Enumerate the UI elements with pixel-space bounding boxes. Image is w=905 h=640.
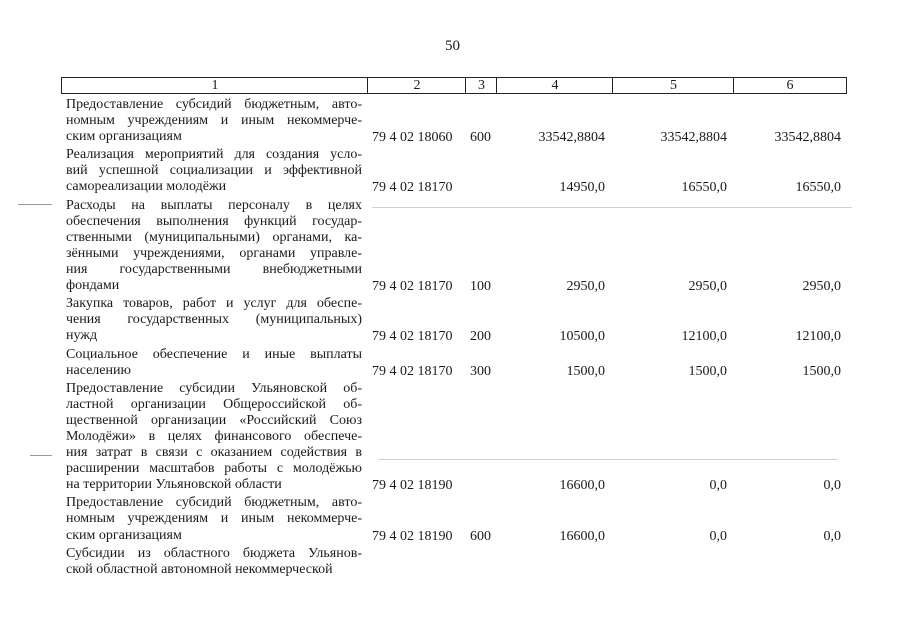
description-line: населению xyxy=(66,362,131,378)
column-header-5: 5 xyxy=(612,77,734,94)
scan-artifact xyxy=(30,455,52,456)
amount-col-6: 1500,0 xyxy=(802,363,841,379)
page-number: 50 xyxy=(445,38,460,54)
description-line: чения государственных (муниципальных) xyxy=(66,312,362,328)
description-line: ластной организации Общероссийской об- xyxy=(66,396,362,412)
amount-col-4: 16600,0 xyxy=(559,528,605,544)
description-line: зёнными учреждениями, органами управле- xyxy=(66,245,362,261)
budget-code: 79 4 02 18170 xyxy=(372,363,453,379)
amount-col-6: 0,0 xyxy=(823,528,841,544)
amount-col-5: 12100,0 xyxy=(681,329,727,345)
row-description xyxy=(66,97,362,145)
expense-type-code: 200 xyxy=(470,329,491,345)
description-line: номным учреждениям и иным некоммерче- xyxy=(66,511,362,527)
budget-code: 79 4 02 18170 xyxy=(372,279,453,295)
row-description xyxy=(66,198,362,295)
description-line: Предоставление субсидий бюджетным, авто- xyxy=(66,97,362,112)
budget-code: 79 4 02 18190 xyxy=(372,478,453,494)
scan-artifact xyxy=(378,459,838,460)
description-line: Предоставление субсидии Ульяновской об- xyxy=(66,380,362,396)
description-line: на территории Ульяновской области xyxy=(66,477,282,493)
row-description xyxy=(66,495,362,543)
description-line: ния затрат в связи с оказанием содействия в xyxy=(66,445,362,461)
budget-code: 79 4 02 18190 xyxy=(372,528,453,544)
row-description xyxy=(66,381,362,494)
amount-col-4: 10500,0 xyxy=(559,329,605,345)
amount-col-4: 33542,8804 xyxy=(538,130,605,146)
description-line: ния государственными внебюджетными xyxy=(66,261,362,277)
description-line: щественной организации «Российский Союз xyxy=(66,412,362,428)
description-line: Социальное обеспечение и иные выплаты xyxy=(66,346,362,362)
amount-col-6: 12100,0 xyxy=(795,329,841,345)
description-line: ской областной автономной некоммерческой xyxy=(66,561,333,577)
description-line: ским организациям xyxy=(66,129,182,145)
amount-col-6: 0,0 xyxy=(823,478,841,494)
amount-col-4: 1500,0 xyxy=(566,363,605,379)
column-header-2: 2 xyxy=(367,77,466,94)
amount-col-6: 33542,8804 xyxy=(774,130,841,146)
description-line: нужд xyxy=(66,328,98,344)
budget-code: 79 4 02 18170 xyxy=(372,329,453,345)
description-line: Реализация мероприятий для создания усло- xyxy=(66,147,362,163)
amount-col-5: 0,0 xyxy=(709,528,727,544)
description-line: Субсидии из областного бюджета Ульянов- xyxy=(66,545,362,561)
row-description xyxy=(66,546,362,578)
description-line: самореализации молодёжи xyxy=(66,179,227,195)
description-line: ским организациям xyxy=(66,527,182,543)
description-line: Предоставление субсидий бюджетным, авто- xyxy=(66,495,362,511)
description-line: Расходы на выплаты персоналу в целях xyxy=(66,197,362,213)
amount-col-4: 16600,0 xyxy=(559,478,605,494)
description-line: расширении масштабов работы с молодёжью xyxy=(66,461,362,477)
amount-col-5: 33542,8804 xyxy=(660,130,727,146)
amount-col-5: 1500,0 xyxy=(688,363,727,379)
row-description xyxy=(66,296,362,344)
column-header-6: 6 xyxy=(733,77,847,94)
column-header-3: 3 xyxy=(465,77,497,94)
row-description xyxy=(66,347,362,379)
budget-code: 79 4 02 18060 xyxy=(372,130,453,146)
column-header-1: 1 xyxy=(61,77,368,94)
amount-col-4: 2950,0 xyxy=(566,279,605,295)
description-line: ственными (муниципальными) органами, ка- xyxy=(66,229,362,245)
description-line: Закупка товаров, работ и услуг для обеспе- xyxy=(66,296,362,312)
description-line: обеспечения выполнения функций государ- xyxy=(66,213,362,229)
amount-col-6: 2950,0 xyxy=(802,279,841,295)
amount-col-5: 0,0 xyxy=(709,478,727,494)
expense-type-code: 300 xyxy=(470,363,491,379)
expense-type-code: 600 xyxy=(470,130,491,146)
description-line: вий успешной социализации и эффективной xyxy=(66,163,362,179)
scan-artifact xyxy=(18,204,52,205)
scan-artifact xyxy=(372,207,852,208)
row-description xyxy=(66,147,362,195)
amount-col-5: 16550,0 xyxy=(681,180,727,196)
column-header-4: 4 xyxy=(496,77,613,94)
amount-col-4: 14950,0 xyxy=(559,180,605,196)
description-line: Молодёжи» в целях финансового обеспече- xyxy=(66,428,362,444)
expense-type-code: 100 xyxy=(470,279,491,295)
expense-type-code: 600 xyxy=(470,528,491,544)
description-line: фондами xyxy=(66,278,120,294)
description-line: номным учреждениям и иным некоммерче- xyxy=(66,113,362,129)
amount-col-5: 2950,0 xyxy=(688,279,727,295)
amount-col-6: 16550,0 xyxy=(795,180,841,196)
budget-code: 79 4 02 18170 xyxy=(372,180,453,196)
